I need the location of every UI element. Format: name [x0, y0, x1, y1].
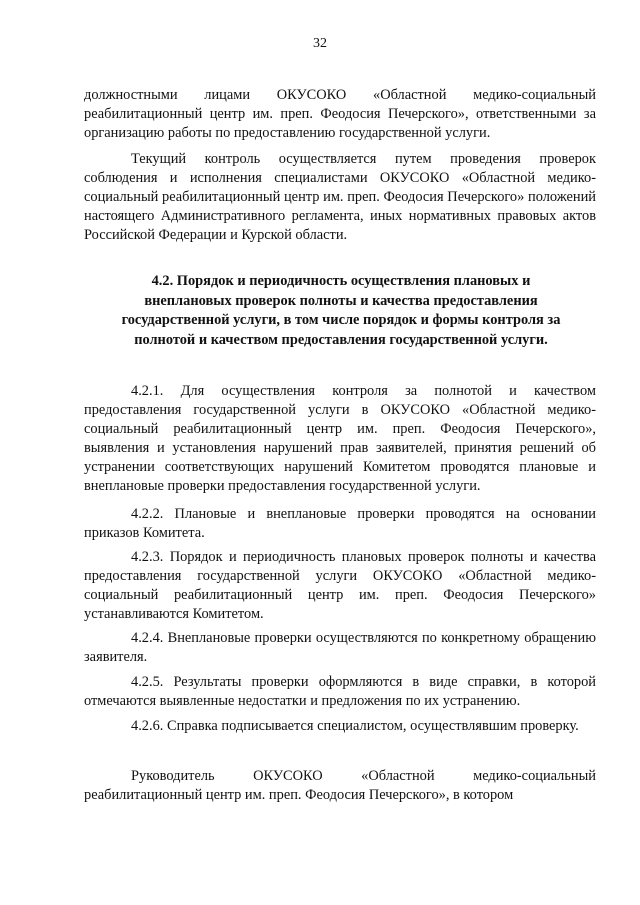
section-heading-4-2: 4.2. Порядок и периодичность осуществления плановых и внеплановых проверок полноты и качества предоставления государственной услуги, в том числе порядок и формы контроля за полнотой и качеством предоставления государственной услуги. [121, 273, 561, 348]
paragraph-current-control: Текущий контроль осуществляется путем проведения проверок соблюдения и исполнения специалистами ОКУСОКО «Областной медико-социальный реабилитационный центр им. преп. Феодосия Печерского» положений настоящего Административного регламента, иных нормативных правовых актов Российской Федерации и Курской области. [84, 151, 596, 243]
paragraph-4-2-4: 4.2.4. Внеплановые проверки осуществляются по конкретному обращению заявителя. [84, 630, 596, 665]
page-number: 32 [313, 36, 327, 51]
paragraph-4-2-2: 4.2.2. Плановые и внеплановые проверки проводятся на основании приказов Комитета. [84, 506, 596, 541]
paragraph-intro: должностными лицами ОКУСОКО «Областной медико-социальный реабилитационный центр им. преп. Феодосия Печерского», ответственными за организацию работы по предоставлению государственной услуги. [84, 87, 596, 141]
paragraph-4-2-1: 4.2.1. Для осуществления контроля за полнотой и качеством предоставления государственной услуги в ОКУСОКО «Областной медико-социальный реабилитационный центр им. преп. Феодосия Печерского», выявления и установления нарушений прав заявителей, принятия решений об устранении соответствующих нарушений Комитетом проводятся плановые и внеплановые проверки предоставления государственной услуги. [84, 383, 596, 494]
paragraph-4-2-5: 4.2.5. Результаты проверки оформляются в виде справки, в которой отмечаются выявленные недостатки и предложения по их устранению. [84, 674, 596, 709]
paragraph-head: Руководитель ОКУСОКО «Областной медико-социальный реабилитационный центр им. преп. Феодосия Печерского», в котором [84, 768, 596, 803]
paragraph-4-2-6: 4.2.6. Справка подписывается специалистом, осуществлявшим проверку. [131, 718, 579, 734]
paragraph-4-2-3: 4.2.3. Порядок и периодичность плановых проверок полноты и качества предоставления государственной услуги ОКУСОКО «Областной медико-социальный реабилитационный центр им. преп. Феодосия Печерского» устанавливаются Комитетом. [84, 549, 596, 622]
